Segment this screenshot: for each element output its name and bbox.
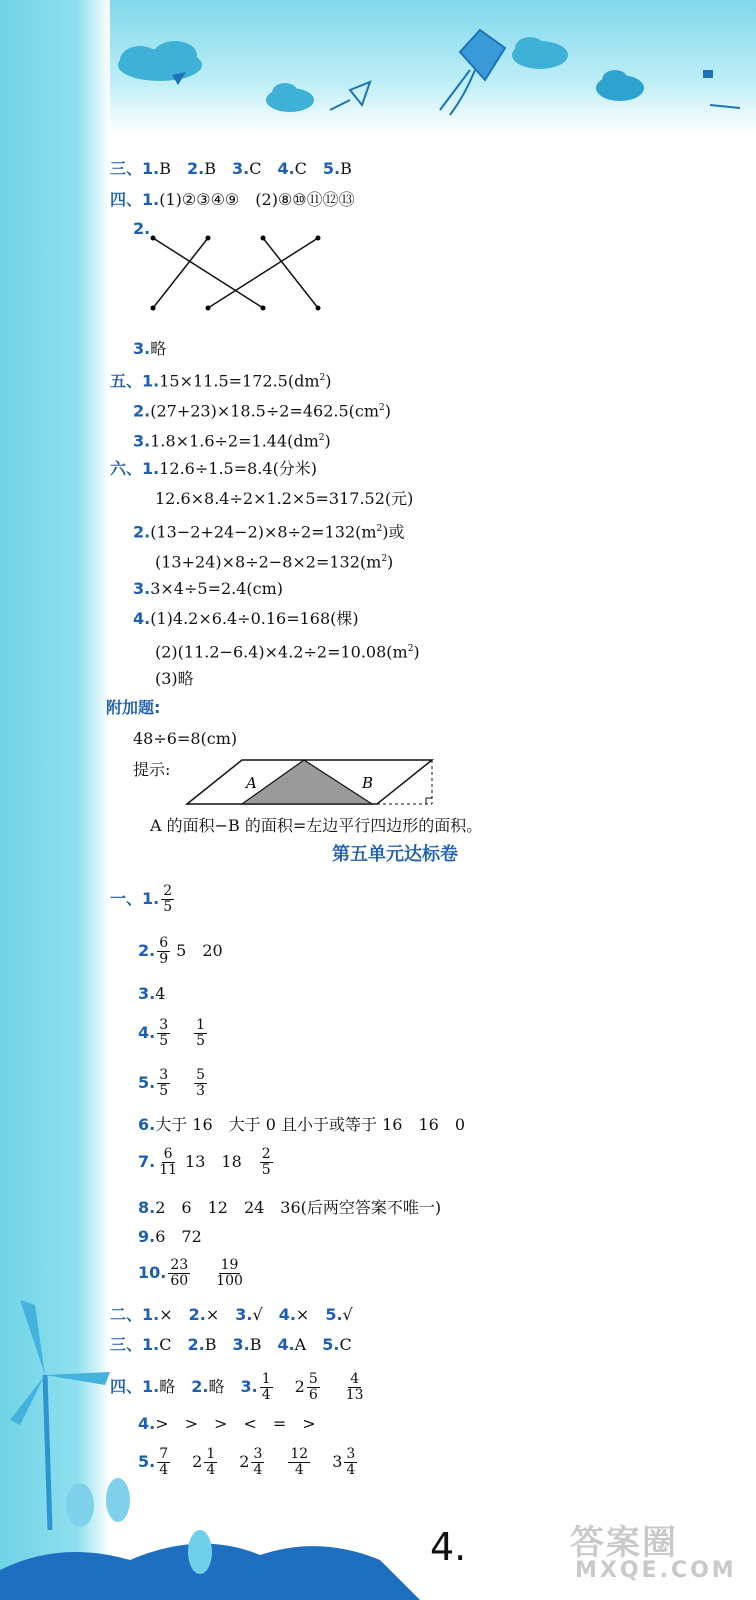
answer: 4 bbox=[155, 984, 166, 1003]
answer: B bbox=[204, 1335, 217, 1354]
superscript: 2 bbox=[318, 433, 325, 443]
numerator: 3 bbox=[159, 1067, 169, 1083]
superscript: 2 bbox=[407, 644, 414, 654]
item-number: 2. bbox=[138, 941, 156, 960]
answer: √ bbox=[252, 1305, 263, 1324]
item-number: 3. bbox=[231, 159, 250, 178]
denominator: 5 bbox=[196, 1033, 206, 1049]
answer: C bbox=[159, 1335, 172, 1354]
unit-1-q8 bbox=[138, 1198, 441, 1218]
numerator: 2 bbox=[261, 1146, 271, 1162]
answer: √ bbox=[342, 1305, 353, 1324]
item-number: 2. bbox=[187, 159, 205, 178]
fraction bbox=[288, 1447, 310, 1478]
answer: B bbox=[204, 159, 216, 178]
unit-1-q7 bbox=[138, 1147, 279, 1178]
item-number: 1. bbox=[142, 1305, 160, 1324]
section-6-line-4c bbox=[155, 669, 194, 689]
kite-icon bbox=[440, 30, 505, 115]
unit-1-q4 bbox=[138, 1018, 213, 1049]
section-label: 四、 bbox=[110, 190, 143, 209]
answer: 3×4÷5=2.4(cm) bbox=[150, 579, 284, 598]
answer-tail: ) bbox=[324, 431, 331, 451]
numerator: 3 bbox=[253, 1446, 263, 1462]
fraction bbox=[161, 884, 174, 915]
answer: B bbox=[249, 1335, 262, 1354]
unit-1-q3 bbox=[138, 984, 165, 1004]
fraction bbox=[307, 1372, 320, 1403]
item-number: 6. bbox=[138, 1115, 156, 1134]
denominator: 4 bbox=[159, 1462, 169, 1478]
numerator: 23 bbox=[170, 1257, 189, 1273]
numerator: 5 bbox=[196, 1067, 206, 1083]
item-number: 4. bbox=[138, 1023, 156, 1042]
item-number: 9. bbox=[138, 1227, 156, 1246]
unit-1-q1 bbox=[110, 884, 180, 915]
cloud-icon bbox=[512, 37, 568, 69]
item-number: 1. bbox=[142, 889, 160, 908]
fraction bbox=[260, 1372, 273, 1403]
item-number: 3. bbox=[133, 579, 151, 598]
item-number: 3. bbox=[235, 1305, 253, 1324]
answer: (3)略 bbox=[155, 669, 194, 688]
section-4-line-3 bbox=[133, 339, 166, 359]
fraction bbox=[157, 936, 170, 967]
unit-1-q6 bbox=[138, 1115, 465, 1135]
superscript: 2 bbox=[319, 373, 326, 383]
item-number: 3. bbox=[240, 1377, 258, 1396]
item-number: 2. bbox=[133, 401, 151, 421]
denominator: 3 bbox=[196, 1083, 206, 1099]
answer: 13 bbox=[185, 1152, 206, 1171]
section-5-line-2 bbox=[133, 398, 391, 421]
whole-part: 2 bbox=[294, 1377, 305, 1396]
denominator: 4 bbox=[253, 1462, 263, 1478]
unit-4-line-5 bbox=[138, 1447, 363, 1478]
denominator: 5 bbox=[159, 1083, 169, 1099]
section-label: 一、 bbox=[110, 889, 143, 908]
item-number: 5. bbox=[322, 1335, 340, 1354]
section-label: 五、 bbox=[110, 371, 143, 391]
item-number: 3. bbox=[133, 339, 151, 358]
item-number: 2. bbox=[133, 522, 151, 542]
parallelogram-hint-diagram bbox=[182, 756, 442, 808]
section-5-line-3 bbox=[133, 428, 331, 451]
numerator: 7 bbox=[159, 1446, 169, 1462]
whole-part: 2 bbox=[239, 1452, 250, 1471]
denominator: 4 bbox=[261, 1387, 271, 1403]
answer: 大于 16 大于 0 且小于或等于 16 16 0 bbox=[155, 1115, 466, 1134]
denominator: 4 bbox=[206, 1462, 216, 1478]
whole-part: 2 bbox=[192, 1452, 203, 1471]
fraction bbox=[157, 1447, 170, 1478]
numerator: 19 bbox=[220, 1257, 239, 1273]
item-number: 5. bbox=[325, 1305, 343, 1324]
answer: 12.6÷1.5=8.4(分米) bbox=[159, 459, 318, 478]
answer: (13−2+24−2)×8÷2=132(m bbox=[150, 522, 377, 542]
answer: A bbox=[294, 1335, 307, 1354]
answer: 略 bbox=[150, 339, 167, 358]
answer: (2)(11.2−6.4)×4.2÷2=10.08(m bbox=[155, 642, 408, 662]
denominator: 4 bbox=[346, 1462, 356, 1478]
superscript: 2 bbox=[376, 524, 383, 534]
item-number: 3. bbox=[138, 984, 156, 1003]
fraction bbox=[260, 1147, 273, 1178]
answer: (13+24)×8÷2−8×2=132(m bbox=[155, 552, 382, 572]
fraction bbox=[204, 1447, 217, 1478]
watermark-url: MXQE.COM bbox=[575, 1558, 737, 1583]
fraction bbox=[168, 1258, 190, 1289]
fraction bbox=[344, 1447, 357, 1478]
numerator: 6 bbox=[159, 935, 169, 951]
item-number: 1. bbox=[142, 1335, 160, 1354]
fraction bbox=[157, 1147, 179, 1178]
section-label: 三、 bbox=[110, 1335, 143, 1354]
item-number: 2. bbox=[133, 219, 151, 238]
item-number: 5. bbox=[322, 159, 341, 178]
answer: (27+23)×18.5÷2=462.5(cm bbox=[150, 401, 380, 421]
extra-question-label: 附加题: bbox=[106, 698, 161, 717]
section-5-line-1 bbox=[110, 368, 331, 391]
label-a: A bbox=[246, 774, 257, 792]
item-number: 1. bbox=[142, 159, 160, 178]
section-6-line-2b bbox=[155, 549, 393, 572]
answer: × bbox=[159, 1305, 173, 1324]
fraction bbox=[157, 1018, 170, 1049]
unit-4-line-4 bbox=[138, 1414, 316, 1434]
item-number: 10. bbox=[138, 1263, 167, 1282]
fraction bbox=[344, 1372, 366, 1403]
section-label: 四、 bbox=[110, 1377, 143, 1396]
denominator: 60 bbox=[170, 1273, 189, 1289]
superscript: 2 bbox=[381, 554, 388, 564]
item-number: 2. bbox=[187, 1335, 205, 1354]
answer: 20 bbox=[202, 941, 223, 960]
answer: C bbox=[294, 159, 307, 178]
answer-tail: ) bbox=[387, 552, 394, 572]
small-kite-icon bbox=[330, 82, 370, 110]
numerator: 5 bbox=[308, 1371, 318, 1387]
matching-lines-diagram bbox=[148, 230, 328, 315]
answer: 18 bbox=[221, 1152, 242, 1171]
small-kite-icon bbox=[703, 70, 740, 108]
item-number: 1. bbox=[142, 190, 160, 209]
answer: × bbox=[205, 1305, 220, 1324]
item-number: 2. bbox=[188, 1305, 206, 1324]
denominator: 5 bbox=[163, 899, 173, 915]
unit-1-q10 bbox=[138, 1258, 251, 1289]
label-b: B bbox=[362, 774, 374, 792]
answer: 1.8×1.6÷2=1.44(dm bbox=[150, 431, 319, 451]
item-number: 4. bbox=[278, 1305, 296, 1324]
item-number: 1. bbox=[142, 371, 160, 391]
fraction bbox=[194, 1018, 207, 1049]
numerator: 3 bbox=[159, 1017, 169, 1033]
item-number: 2. bbox=[191, 1377, 209, 1396]
watermark-logo: 答案圈 bbox=[570, 1523, 678, 1563]
denominator: 100 bbox=[216, 1273, 243, 1289]
item-number: 1. bbox=[142, 459, 160, 478]
answer: 5 bbox=[176, 941, 187, 960]
section-3-row bbox=[110, 159, 352, 179]
fraction bbox=[194, 1068, 207, 1099]
answer: 15×11.5=172.5(dm bbox=[159, 371, 320, 391]
answer-tail: )或 bbox=[382, 522, 405, 542]
section-6-line-1 bbox=[110, 459, 317, 479]
fraction bbox=[157, 1068, 170, 1099]
cloud-icon bbox=[266, 83, 314, 112]
unit-1-q5 bbox=[138, 1068, 213, 1099]
whole-part: 3 bbox=[332, 1452, 343, 1471]
numerator: 3 bbox=[346, 1446, 356, 1462]
item-number: 8. bbox=[138, 1198, 156, 1217]
answer: 略 bbox=[159, 1377, 176, 1396]
item-number: 3. bbox=[232, 1335, 250, 1354]
item-number: 4. bbox=[277, 159, 295, 178]
cloud-icon bbox=[118, 41, 202, 81]
answer: (1)②③④⑨ (2)⑧⑩⑪⑫⑬ bbox=[159, 190, 355, 209]
numerator: 4 bbox=[350, 1371, 360, 1387]
item-number: 5. bbox=[138, 1073, 156, 1092]
answer: 6 72 bbox=[155, 1227, 202, 1246]
extra-equation: 48÷6=8(cm) bbox=[133, 729, 238, 748]
unit-2-row bbox=[110, 1305, 353, 1325]
answer: 略 bbox=[208, 1377, 225, 1396]
section-6-line-2 bbox=[133, 519, 405, 542]
item-number: 4. bbox=[138, 1414, 156, 1433]
section-label: 六、 bbox=[110, 459, 143, 478]
unit-3-row bbox=[110, 1335, 352, 1355]
hint-label: 提示: bbox=[133, 760, 171, 779]
numerator: 2 bbox=[163, 883, 173, 899]
section-label: 三、 bbox=[110, 159, 143, 178]
numerator: 1 bbox=[261, 1371, 271, 1387]
denominator: 11 bbox=[159, 1162, 178, 1178]
denominator: 5 bbox=[261, 1162, 271, 1178]
item-number: 7. bbox=[138, 1152, 156, 1171]
item-number: 3. bbox=[133, 431, 151, 451]
item-number: 4. bbox=[277, 1335, 295, 1354]
unit-1-q9 bbox=[138, 1227, 202, 1247]
unit-1-q2 bbox=[138, 936, 223, 967]
section-6-line-3 bbox=[133, 579, 283, 599]
answer: 12.6×8.4÷2×1.2×5=317.52(元) bbox=[155, 489, 414, 508]
denominator: 13 bbox=[345, 1387, 364, 1403]
item-number: 1. bbox=[142, 1377, 160, 1396]
section-label: 二、 bbox=[110, 1305, 143, 1324]
cloud-icon bbox=[596, 70, 644, 101]
page-number: 4. bbox=[430, 1525, 467, 1569]
section-4-line-1 bbox=[110, 190, 355, 210]
unit-title: 第五单元达标卷 bbox=[332, 844, 458, 865]
superscript: 2 bbox=[379, 403, 385, 413]
answer: (1)4.2×6.4÷0.16=168(棵) bbox=[150, 609, 359, 628]
item-number: 4. bbox=[133, 609, 151, 628]
fraction bbox=[251, 1447, 264, 1478]
answer: B bbox=[340, 159, 352, 178]
denominator: 5 bbox=[159, 1033, 169, 1049]
numerator: 1 bbox=[206, 1446, 216, 1462]
numerator: 6 bbox=[163, 1146, 173, 1162]
answer-tail: ) bbox=[325, 371, 332, 391]
answer-tail: ) bbox=[413, 642, 420, 662]
numerator: 1 bbox=[196, 1017, 206, 1033]
answer: 2 6 12 24 36(后两空答案不唯一) bbox=[155, 1198, 442, 1217]
answer: B bbox=[159, 159, 171, 178]
answer: C bbox=[339, 1335, 352, 1354]
denominator: 6 bbox=[308, 1387, 318, 1403]
denominator: 9 bbox=[159, 951, 169, 967]
section-6-line-4 bbox=[133, 609, 359, 629]
answer-tail: ) bbox=[384, 401, 392, 421]
fraction bbox=[214, 1258, 245, 1289]
item-number: 5. bbox=[138, 1452, 156, 1471]
section-6-line-4b bbox=[155, 639, 420, 662]
unit-4-line-1 bbox=[110, 1372, 372, 1403]
numerator: 12 bbox=[290, 1446, 309, 1462]
sky-decoration bbox=[0, 0, 756, 140]
answer: × bbox=[295, 1305, 310, 1324]
section-6-line-1b bbox=[155, 489, 413, 509]
denominator: 4 bbox=[294, 1462, 304, 1478]
answer: C bbox=[249, 159, 262, 178]
hint-note: A 的面积−B 的面积=左边平行四边形的面积。 bbox=[150, 816, 483, 835]
answer: > > > < = > bbox=[155, 1414, 316, 1433]
